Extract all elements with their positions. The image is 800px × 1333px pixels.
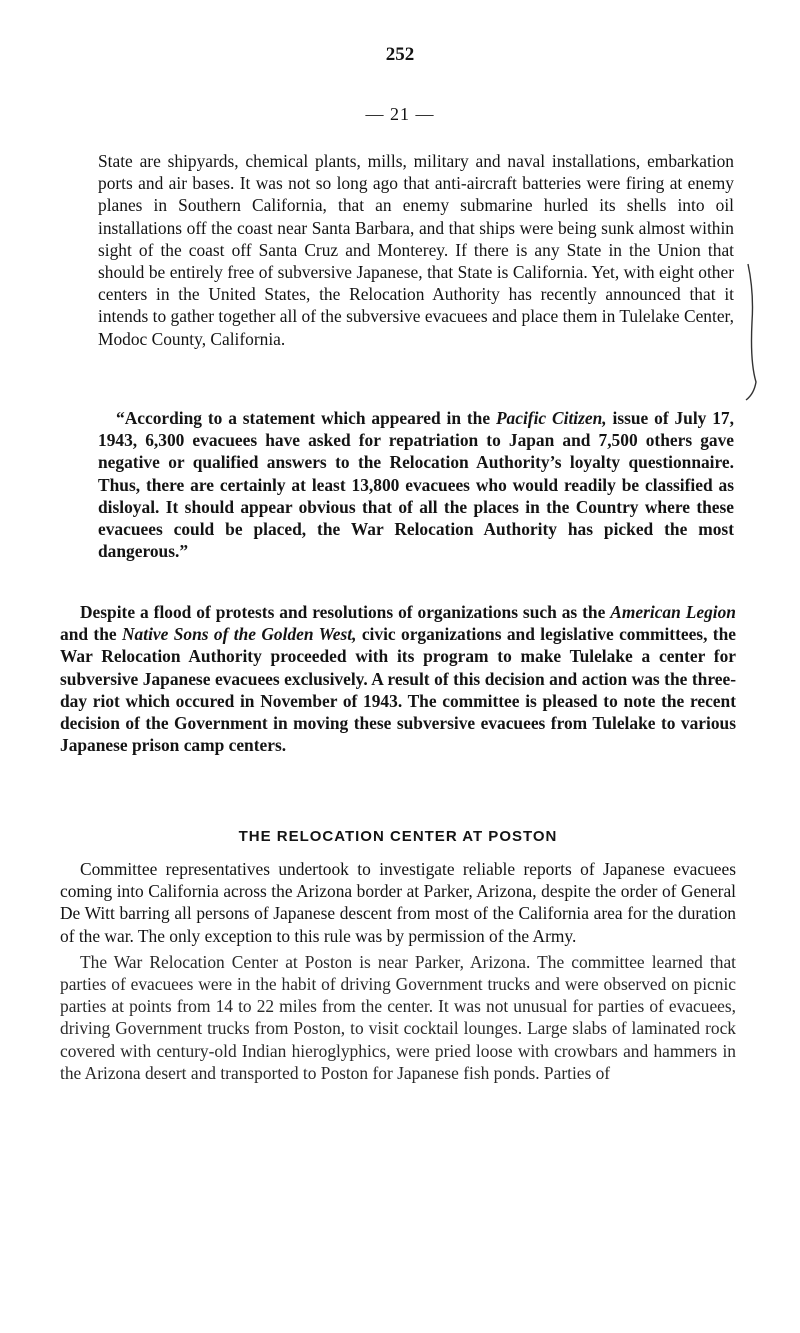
margin-brace-mark: [744, 262, 758, 402]
publication-name: Pacific Citizen,: [495, 408, 607, 428]
section-number: — 21 —: [365, 104, 435, 124]
paragraph-committee-reports: Committee representatives undertook to investigate reliable reports of Japanese evacuees coming into California across the Arizona border at Parker, Arizona, despite the order of General De Witt barring all persons of Japanese descent from most of the California area for the duration of the war. The only exception to this rule was by permission of the Army.: [60, 859, 736, 946]
paragraph-protests: [60, 601, 736, 756]
protests-text-c: civic organizations and legislative committees, the War Relocation Authority proceeded with its program to make Tulelake a center for subversive Japanese evacuees exclusively. A result of this decision and action was the three-day riot which occured in November of 1943. The committee is pleased to note the recent decision of the Government in moving these subversive evacuees from Tulelake to various Japanese prison camp centers.: [60, 624, 736, 756]
organization-native-sons: Native Sons of the Golden West,: [121, 624, 357, 645]
paragraph-poston-center: The War Relocation Center at Poston is near Parker, Arizona. The committee learned that parties of evacuees were in the habit of driving Government trucks and were observed on picnic parties at points from 14 to 22 miles from the center. It was not unusual for parties of evacuees, driving Government trucks from Poston, to visit cocktail lounges. Large slabs of laminated rock covered with century-old Indian hieroglyphics, were pried loose with crowbars and hammers in the Arizona desert and transported to Poston for Japanese fish ponds. Parties of: [60, 951, 736, 1083]
organization-american-legion: American Legion: [610, 602, 736, 622]
paragraph-quotation: [98, 407, 734, 562]
section-body: [60, 858, 736, 1084]
page-number: 252: [385, 44, 415, 65]
section-heading: THE RELOCATION CENTER AT POSTON: [238, 828, 558, 845]
protests-text-b: and the: [60, 624, 122, 645]
protests-text-a: Despite a flood of protests and resolutions of organizations such as the: [80, 602, 611, 622]
quotation-text-end: issue of July 17, 1943, 6,300 evacuees have asked for repatriation to Japan and 7,500 others gave negative or qualified answers to the Relocation Authority’s loyalty questionnaire. Thus, there are certainly at least 13,800 evacuees who would readily be classified as disloyal. It should appear obvious that of all the places in the Country where these evacuees could be placed, the War Relocation Authority has picked the most dangerous.”: [98, 408, 734, 562]
paragraph-state-installations: [98, 150, 734, 350]
paragraph-text: State are shipyards, chemical plants, mills, military and naval installations, embarkation ports and air bases. It was not so long ago that anti-aircraft batteries were firing at enemy planes in Southern California, that an enemy submarine hurled its shells into oil installations off the coast near Santa Barbara, and that ships were being sunk almost within sight of the coast off Santa Cruz and Monterey. If there is any State in the Union that should be entirely free of subversive Japanese, that State is California. Yet, with eight other centers in the United States, the Relocation Authority has recently announced that it intends to gather together all of the subversive evacuees and place them in Tulelake Center, Modoc County, California.: [98, 151, 734, 349]
quotation-text-start: “According to a statement which appeared in the: [116, 408, 496, 428]
